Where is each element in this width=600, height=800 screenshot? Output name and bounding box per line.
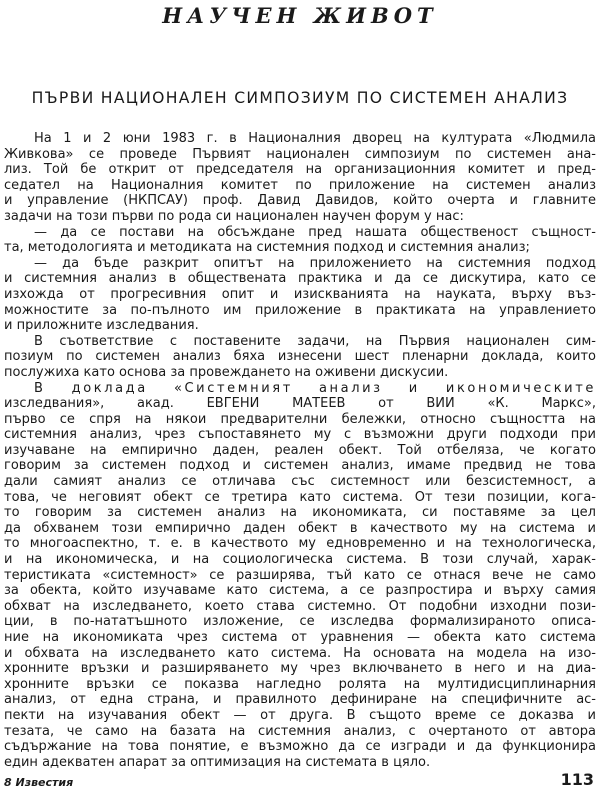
text-line: тезата, че само на базата на системния анализ, с очертаното от автора <box>4 723 596 739</box>
text-line: изхожда от прогресивния опит и изискванията на науката, върху въз- <box>4 286 596 302</box>
text-line: това, че неговият обект се третира като система. От тези позиции, кога- <box>4 489 596 505</box>
article-body <box>4 131 596 770</box>
text-line: — да бъде разкрит опитът на приложението на системния подход <box>34 255 596 271</box>
text-line: ние на икономиката чрез система от уравнения — обекта като система <box>4 630 596 645</box>
text-line: теристиката «системност» се разширява, тъй като се отнася вече не само <box>4 567 596 583</box>
text-line: пекти на изучавания обект — от друга. В същото време се доказва и <box>4 707 596 723</box>
text-line: На 1 и 2 юни 1983 г. в Националния дворец на културата «Людмила <box>34 131 596 146</box>
text-line: Живкова» се проведе Първият национален симпозиум по системен ана- <box>4 146 596 162</box>
text-line: и на икономическа, и на социологическа система. В този случай, харак- <box>4 552 596 568</box>
text-line: и управление (НКПСАУ) проф. Давид Давидов, който очерта и главните <box>4 193 596 209</box>
text-line: дали самият анализ се отличава със системност или безсистемност, а <box>4 474 596 490</box>
page-number: 113 <box>560 770 594 789</box>
text-line: и приложните изследвания. <box>4 318 199 334</box>
text-line: лиз. Той бе открит от председателя на организационния комитет и пред- <box>4 162 596 178</box>
text-line: то многоаспектно, т. е. в качеството му едновременно и на технологическа, <box>4 536 596 552</box>
article-title: ПЪРВИ НАЦИОНАЛЕН СИМПОЗИУМ ПО СИСТЕМЕН АНАЛИЗ <box>31 89 569 107</box>
text-line: то говорим за системен анализ на икономиката, си поставяме за цел <box>4 505 596 521</box>
text-line: — да се постави на обсъждане пред нашата общественост същност- <box>34 224 596 240</box>
text-line: седател на Националния комитет по приложение на системен анализ <box>4 177 596 193</box>
text-line: хронните връзки и разширяването му чрез включването в него и на диа- <box>4 661 596 677</box>
text-line: и системния анализ в обществената практика и да се дискутира, като се <box>4 271 596 287</box>
text-line: можностите за по-пълното им приложение в практиката на управлението <box>4 302 596 318</box>
text-line: анализ, от една страна, и правилното дефиниране на специфичните ас- <box>4 692 596 708</box>
text-line: хронните връзки се показва нагледно ролята на мултидисциплинарния <box>4 676 596 692</box>
text-line: системния анализ, чрез съпоставянето му с възможни други подходи при <box>4 427 596 443</box>
section-title: НАУЧЕН ЖИВОТ <box>162 3 438 28</box>
text-line: и обхвата на изследването като система. На основата на модела на изо- <box>4 645 596 661</box>
text-line: изследвания», акад. ЕВГЕНИ МАТЕЕВ от ВИИ «К. Маркс», <box>4 396 596 412</box>
text-line: задачи на този първи по рода си национален научен форум у нас: <box>4 208 464 224</box>
text-line: изучаване на емпирично даден, реален обект. Той отбеляза, че когато <box>4 442 596 458</box>
text-line: говорим за системен подход и системен анализ, имаме предвид не това <box>4 458 596 474</box>
text-line: В съответствие с поставените задачи, на Първия национален сим- <box>34 333 596 349</box>
text-line: да обхванем този емпирично даден обект в качеството му на система и <box>4 520 596 536</box>
text-line: първо се спря на някои предварителни бележки, относно същността на <box>4 411 596 427</box>
text-line: за обекта, който изучаваме като система, а се разпростира и върху самия <box>4 583 596 599</box>
text-line: обхват на изследването, което става системно. От подобни изходни пози- <box>4 598 596 614</box>
text-line: та, методологията и методиката на системния подход и системния анализ; <box>4 240 530 256</box>
text-line: послужиха като основа за провеждането на оживени дискусии. <box>4 364 449 380</box>
text-line: съдържание на това понятие, е възможно да се изгради и да функционира <box>4 739 596 755</box>
text-line: позиум по системен анализ бяха изнесени шест пленарни доклада, които <box>4 349 596 365</box>
footer-journal-label: 8 Известия <box>4 776 74 789</box>
text-line: ции, в по-нататъшното изложение, се изследва формализираното описа- <box>4 614 596 630</box>
text-line: един адекватен апарат за оптимизация на системата в цяло. <box>4 754 431 770</box>
text-line: В доклада «Системният анализ и икономическите <box>34 380 596 396</box>
